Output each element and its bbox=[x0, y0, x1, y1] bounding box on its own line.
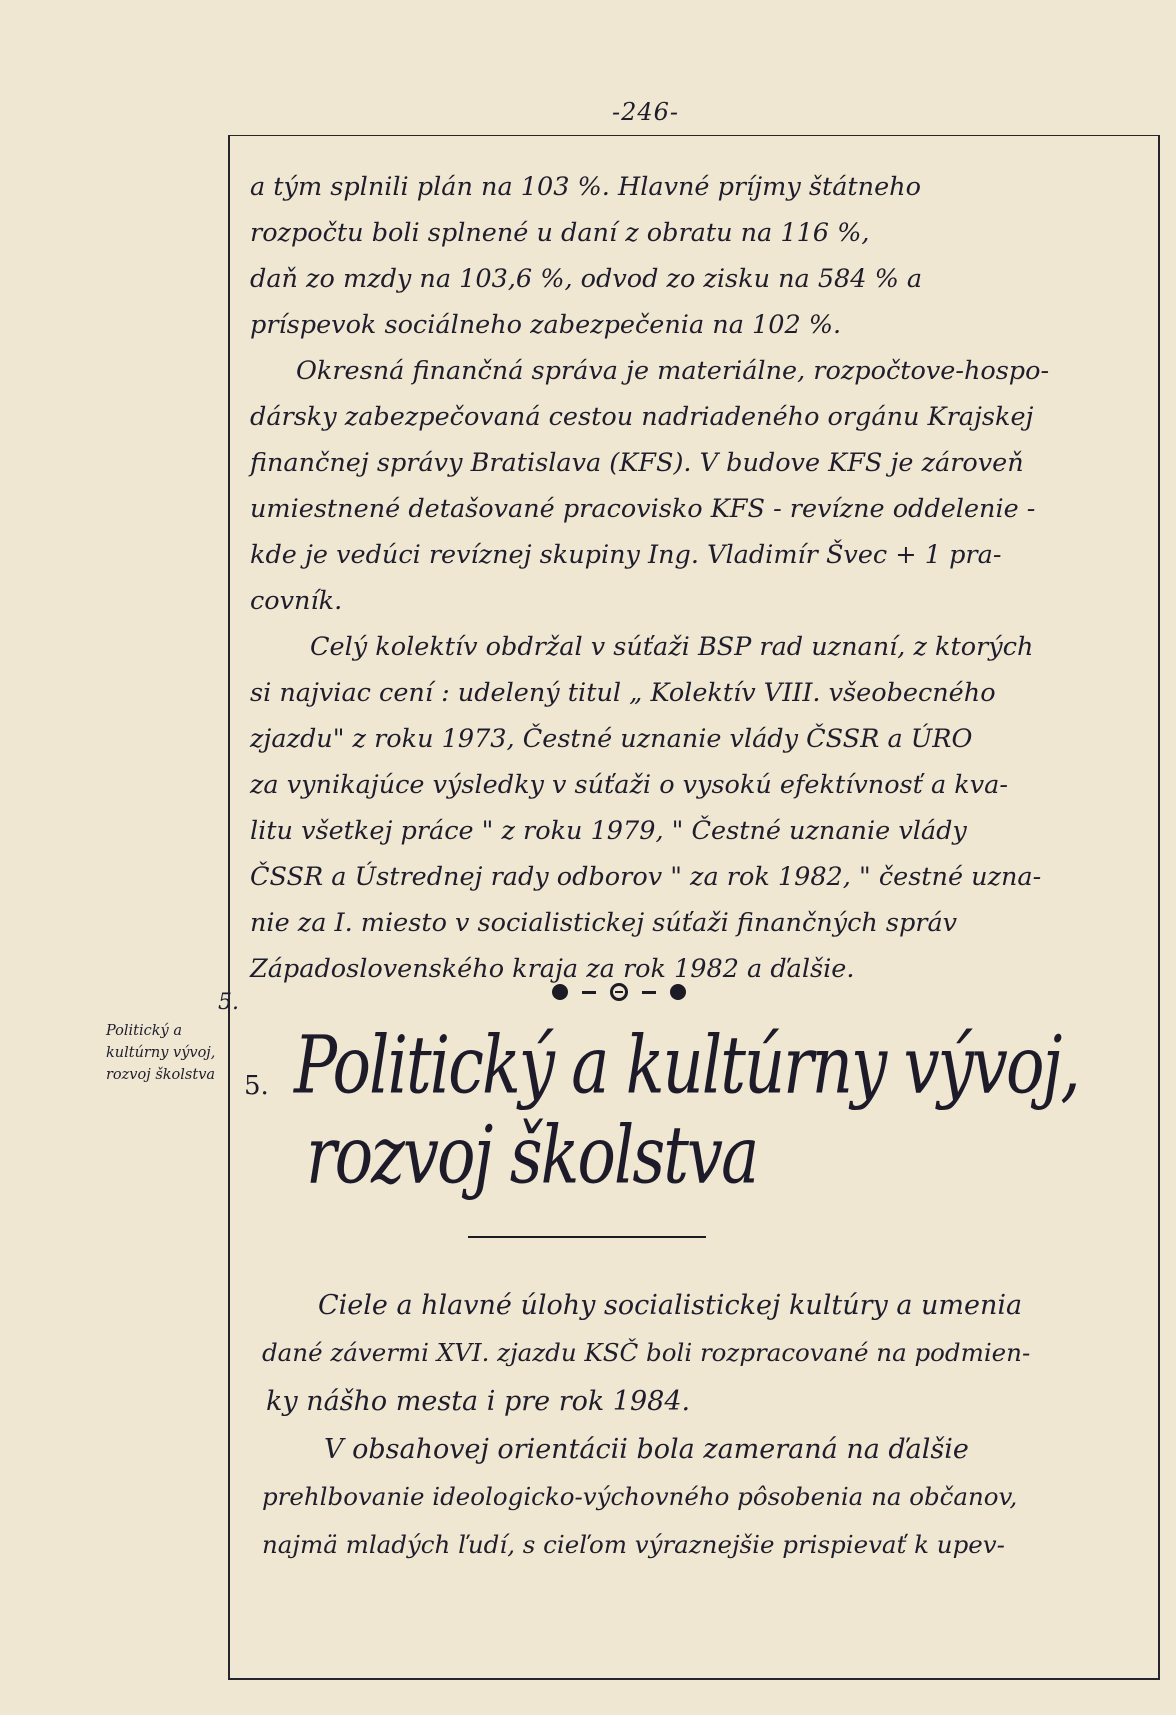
separator-dot bbox=[552, 984, 568, 1000]
text-line: litu všetkej práce " z roku 1979, " Čestné uznanie vlády bbox=[250, 816, 967, 846]
text-line: kde je vedúci revíznej skupiny Ing. Vladimír Švec + 1 pra- bbox=[250, 540, 1002, 570]
text-line: nie za I. miesto v socialistickej súťaži finančných správ bbox=[250, 908, 958, 938]
text-line: Ciele a hlavné úlohy socialistickej kultúry a umenia bbox=[318, 1290, 1023, 1321]
margin-section-number: 5. bbox=[218, 990, 239, 1015]
separator-dash bbox=[582, 991, 596, 994]
text-line: ČSSR a Ústrednej rady odborov " za rok 1982, " čestné uzna- bbox=[250, 862, 1042, 892]
margin-note: Politický a kultúrny vývoj, rozvoj školstva bbox=[106, 1023, 216, 1083]
text-line: za vynikajúce výsledky v súťaži o vysokú efektívnosť a kva- bbox=[250, 770, 1008, 800]
section-separator bbox=[552, 983, 686, 1001]
text-line: si najviac cení : udelený titul „ Kolektív VIII. všeobecného bbox=[250, 678, 996, 708]
text-line: V obsahovej orientácii bola zameraná na ďalšie bbox=[324, 1434, 969, 1465]
text-line: dané závermi XVI. zjazdu KSČ boli rozpracované na podmien- bbox=[262, 1338, 1031, 1367]
text-line: Celý kolektív obdržal v súťaži BSP rad uznaní, z ktorých bbox=[310, 632, 1034, 662]
separator-ring bbox=[610, 983, 628, 1001]
section-title-line-2: rozvoj školstva bbox=[306, 1110, 758, 1203]
text-line: umiestnené detašované pracovisko KFS - revízne oddelenie - bbox=[250, 494, 1036, 524]
text-line: a tým splnili plán na 103 %. Hlavné príjmy štátneho bbox=[250, 172, 921, 202]
text-line: najmä mladých ľudí, s cieľom výraznejšie prispievať k upev- bbox=[262, 1530, 1005, 1559]
text-line: príspevok sociálneho zabezpečenia na 102 %. bbox=[250, 310, 842, 340]
separator-dot bbox=[670, 984, 686, 1000]
text-line: finančnej správy Bratislava (KFS). V budove KFS je zároveň bbox=[250, 448, 1024, 478]
text-line: covník. bbox=[250, 586, 343, 616]
text-line: daň zo mzdy na 103,6 %, odvod zo zisku na 584 % a bbox=[250, 264, 923, 294]
text-line: Okresná finančná správa je materiálne, rozpočtove-hospo- bbox=[296, 356, 1050, 386]
separator-dash bbox=[642, 991, 656, 994]
text-line: Západoslovenského kraja za rok 1982 a ďalšie. bbox=[250, 954, 855, 984]
section-title-line-1: Politický a kultúrny vývoj, bbox=[294, 1020, 1079, 1113]
text-line: zjazdu" z roku 1973, Čestné uznanie vlády ČSSR a ÚRO bbox=[250, 724, 973, 754]
section-number: 5. bbox=[244, 1071, 269, 1101]
page-number: -246- bbox=[612, 98, 680, 126]
text-line: rozpočtu boli splnené u daní z obratu na 116 %, bbox=[250, 218, 870, 248]
text-line: prehlbovanie ideologicko-výchovného pôsobenia na občanov, bbox=[262, 1482, 1018, 1511]
text-line: dársky zabezpečovaná cestou nadriadeného orgánu Krajskej bbox=[250, 402, 1034, 432]
heading-underline bbox=[468, 1236, 706, 1238]
text-line: ky nášho mesta i pre rok 1984. bbox=[266, 1386, 691, 1417]
